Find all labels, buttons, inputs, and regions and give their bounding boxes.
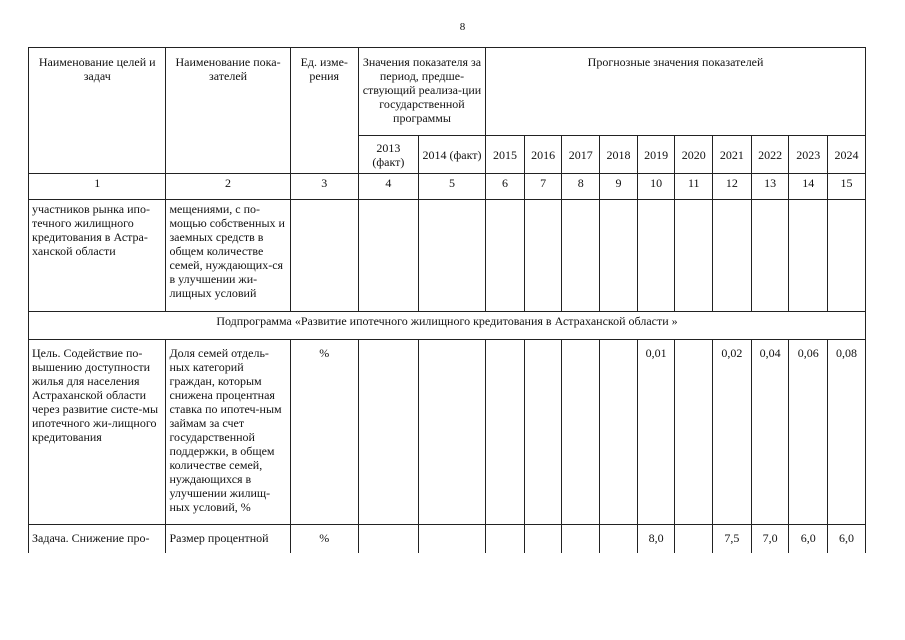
page-number: 8 <box>459 21 466 33</box>
column-number: 12 <box>713 174 752 200</box>
value-cell <box>524 340 562 525</box>
value-cell: 7,0 <box>751 525 789 553</box>
value-cell <box>524 200 562 312</box>
table-row <box>29 525 866 553</box>
unit-cell <box>290 200 358 312</box>
column-number: 3 <box>290 174 358 200</box>
column-number: 7 <box>524 174 562 200</box>
indicator-cell: мещениями, с по-мощью собственных и заемных средств в общем количестве семей, нуждающих-ся в улучшении жи-лищных условий <box>166 200 290 312</box>
value-cell <box>600 200 638 312</box>
column-number: 10 <box>637 174 675 200</box>
year-cell: 2021 <box>713 136 752 174</box>
indicator-cell: Доля семей отдель-ных категорий граждан, которым снижена процентная ставка по ипотеч-ным займам за счет государственной поддержки, в общем количестве семей, нуждающихся в улучшении жилищ-ных условий, % <box>166 340 290 525</box>
value-cell: 0,02 <box>713 340 752 525</box>
value-cell: 0,06 <box>789 340 828 525</box>
value-cell <box>675 340 713 525</box>
value-cell <box>358 200 418 312</box>
value-cell <box>486 525 525 553</box>
header-prior-period: Значения показателя за период, предше-ствующий реализа-ции государственной программы <box>358 48 485 136</box>
column-number: 5 <box>418 174 485 200</box>
value-cell <box>600 525 638 553</box>
value-cell <box>828 200 866 312</box>
header-forecast: Прогнозные значения показателей <box>486 48 866 136</box>
value-cell <box>486 340 525 525</box>
unit-cell: % <box>290 525 358 553</box>
value-cell <box>418 525 485 553</box>
year-cell: 2016 <box>524 136 562 174</box>
table-row <box>29 200 866 312</box>
value-cell <box>675 525 713 553</box>
value-cell: 8,0 <box>637 525 675 553</box>
header-unit: Ед. изме-рения <box>290 48 358 174</box>
year-cell: 2014 (факт) <box>418 136 485 174</box>
header-row <box>29 48 866 136</box>
year-cell: 2023 <box>789 136 828 174</box>
value-cell: 6,0 <box>789 525 828 553</box>
column-number: 2 <box>166 174 290 200</box>
value-cell: 0,08 <box>828 340 866 525</box>
indicator-cell: Размер процентной <box>166 525 290 553</box>
column-number: 15 <box>828 174 866 200</box>
column-number: 8 <box>562 174 600 200</box>
column-number: 14 <box>789 174 828 200</box>
value-cell <box>713 200 752 312</box>
year-cell: 2015 <box>486 136 525 174</box>
year-cell: 2024 <box>828 136 866 174</box>
value-cell <box>600 340 638 525</box>
unit-cell: % <box>290 340 358 525</box>
value-cell <box>358 525 418 553</box>
value-cell <box>418 340 485 525</box>
value-cell <box>486 200 525 312</box>
indicators-table <box>28 47 866 553</box>
value-cell <box>789 200 828 312</box>
value-cell <box>675 200 713 312</box>
subprogram-row <box>29 312 866 340</box>
value-cell <box>562 525 600 553</box>
value-cell <box>637 200 675 312</box>
year-cell: 2018 <box>600 136 638 174</box>
goal-cell: Цель. Содействие по-вышению доступности жилья для населения Астраханской области через развитие систе-мы ипотечного жи-лищного кредитования <box>29 340 166 525</box>
column-number: 9 <box>600 174 638 200</box>
subprogram-title: Подпрограмма «Развитие ипотечного жилищного кредитования в Астраханской области » <box>29 312 866 340</box>
column-number: 13 <box>751 174 789 200</box>
value-cell: 7,5 <box>713 525 752 553</box>
year-cell: 2017 <box>562 136 600 174</box>
year-cell: 2022 <box>751 136 789 174</box>
column-number: 11 <box>675 174 713 200</box>
year-cell: 2013 (факт) <box>358 136 418 174</box>
header-indicators: Наименование пока-зателей <box>166 48 290 174</box>
value-cell <box>358 340 418 525</box>
column-number: 1 <box>29 174 166 200</box>
year-cell: 2019 <box>637 136 675 174</box>
column-number: 4 <box>358 174 418 200</box>
goal-cell: Задача. Снижение про- <box>29 525 166 553</box>
header-goals: Наименование целей и задач <box>29 48 166 174</box>
year-cell: 2020 <box>675 136 713 174</box>
table-row <box>29 340 866 525</box>
value-cell <box>562 200 600 312</box>
column-number-row <box>29 174 866 200</box>
value-cell <box>562 340 600 525</box>
value-cell <box>418 200 485 312</box>
value-cell <box>524 525 562 553</box>
value-cell: 0,01 <box>637 340 675 525</box>
column-number: 6 <box>486 174 525 200</box>
value-cell <box>751 200 789 312</box>
value-cell: 6,0 <box>828 525 866 553</box>
value-cell: 0,04 <box>751 340 789 525</box>
goal-cell: участников рынка ипо-течного жилищного кредитования в Астра-ханской области <box>29 200 166 312</box>
